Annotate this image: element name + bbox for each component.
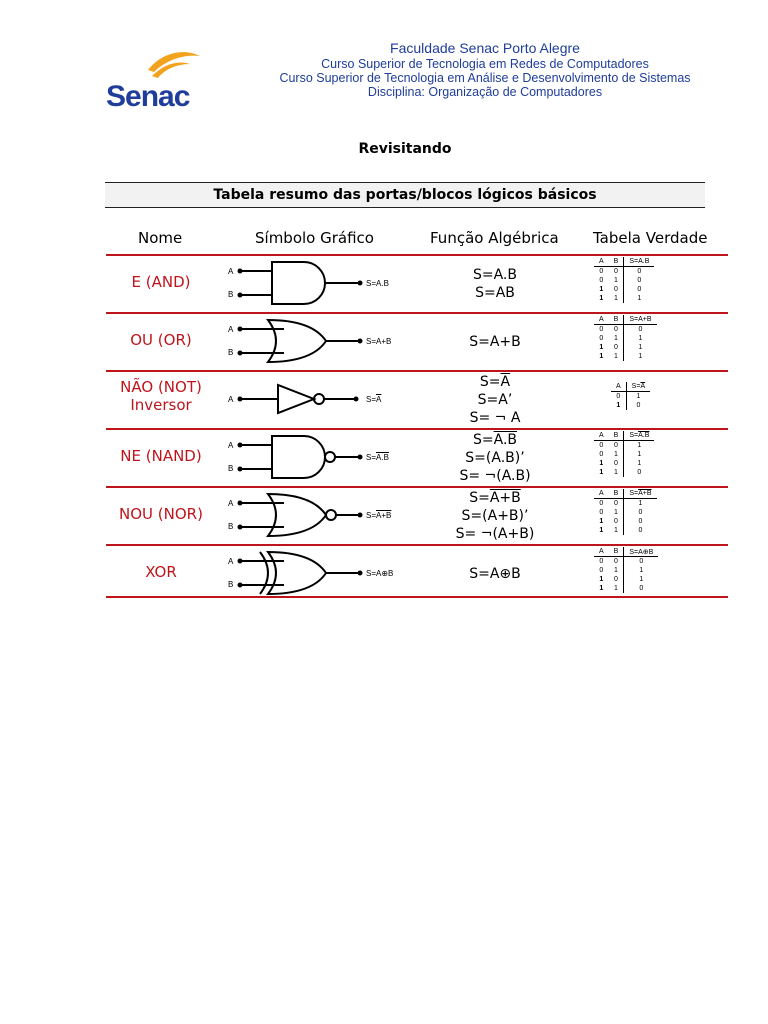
- truth-header-b: B: [613, 316, 619, 323]
- gate-algebraic-function: [440, 333, 550, 351]
- truth-table: [594, 489, 657, 535]
- truth-cell-a: 0: [599, 567, 604, 574]
- gate-name: [106, 331, 216, 349]
- row-divider: [106, 486, 728, 488]
- truth-cell-a: 0: [599, 451, 604, 458]
- gate-name: [106, 447, 216, 465]
- function-line: [440, 391, 550, 409]
- pin-a-label: A: [228, 499, 234, 508]
- truth-header-a: [611, 382, 626, 392]
- function-text: S= ¬(A.B): [459, 468, 531, 484]
- course-line-1: Curso Superior de Tecnologia em Redes de Computadores: [321, 57, 649, 71]
- function-text: S=: [479, 374, 501, 390]
- truth-header-b: B: [613, 490, 619, 497]
- gate-name-secondary: Inversor: [130, 396, 192, 414]
- truth-cell-output: 0: [638, 527, 643, 534]
- truth-header-b: [609, 315, 624, 325]
- truth-cell-b: 1: [609, 526, 624, 535]
- function-overline: A.B: [493, 432, 517, 448]
- truth-cell-output: 1: [638, 344, 643, 351]
- truth-row: [594, 294, 654, 303]
- function-text: S= ¬(A+B): [455, 526, 535, 542]
- truth-cell-b: 0: [609, 499, 624, 509]
- truth-row: [594, 468, 654, 477]
- truth-header-a: [594, 547, 609, 557]
- truth-row: [594, 575, 658, 584]
- truth-cell-b: 1: [609, 468, 624, 477]
- gate-name: [106, 505, 216, 523]
- truth-table: [594, 257, 654, 303]
- truth-cell-output: 0: [637, 268, 642, 275]
- truth-cell-output: 1: [638, 335, 643, 342]
- truth-cell-output: 0: [638, 326, 643, 333]
- truth-header-a: A: [616, 383, 621, 390]
- truth-cell-a: 1: [599, 585, 604, 592]
- senac-logo: [104, 46, 214, 112]
- truth-row: [594, 508, 657, 517]
- truth-row: [594, 343, 657, 352]
- truth-cell-output: 0: [637, 469, 642, 476]
- row-divider: [106, 370, 728, 372]
- truth-cell-output: 0: [637, 277, 642, 284]
- truth-cell-output: 0: [637, 286, 642, 293]
- truth-cell-b: 0: [609, 517, 624, 526]
- truth-row: [594, 267, 654, 277]
- truth-cell-a: 1: [599, 518, 604, 525]
- output-label-text: S=A.B: [366, 279, 389, 288]
- function-text: S=(A.B)’: [465, 450, 525, 466]
- section-title: Revisitando: [358, 141, 452, 157]
- column-header-truth-table: Tabela Verdade: [593, 229, 708, 247]
- row-divider: [106, 428, 728, 430]
- truth-cell-a: 0: [599, 442, 604, 449]
- truth-cell-b: 1: [609, 294, 624, 303]
- truth-header-b: [609, 257, 624, 267]
- function-line: [440, 373, 550, 391]
- truth-table: [594, 315, 657, 361]
- function-line: [440, 449, 550, 467]
- pin-b-label: B: [228, 522, 234, 531]
- truth-cell-output: 1: [637, 451, 642, 458]
- output-label-text: S=A⊕B: [366, 569, 394, 578]
- truth-cell-b: 1: [609, 450, 624, 459]
- truth-header-output: [624, 547, 658, 557]
- truth-header-output: [624, 257, 655, 267]
- truth-header-a: A: [599, 258, 604, 265]
- truth-cell-a: 1: [599, 469, 604, 476]
- truth-row: [594, 459, 654, 468]
- truth-cell-a: 1: [599, 286, 604, 293]
- truth-row: [594, 276, 654, 285]
- pin-a-label: A: [228, 325, 234, 334]
- truth-header-s: S=A.B: [629, 258, 650, 265]
- truth-header-s-overline: A.B: [638, 432, 650, 439]
- xor-gate-symbol: [222, 547, 372, 599]
- truth-cell-output: 1: [638, 353, 643, 360]
- column-header-name: Nome: [138, 229, 183, 247]
- truth-row: [594, 526, 657, 535]
- output-label-text: S=: [366, 511, 377, 520]
- truth-row: [594, 557, 658, 567]
- gate-output-label: [366, 569, 393, 578]
- pin-a-label: A: [228, 395, 234, 404]
- truth-row: [594, 566, 658, 575]
- truth-cell-output: 0: [638, 509, 643, 516]
- gate-algebraic-function: [440, 565, 550, 583]
- truth-cell-b: 1: [609, 352, 624, 361]
- truth-cell-b: 0: [609, 325, 624, 335]
- truth-cell-b: 0: [609, 441, 624, 451]
- truth-cell-a: 0: [599, 500, 604, 507]
- truth-header-s: S=: [631, 383, 641, 390]
- row-divider-bottom: [106, 596, 728, 598]
- function-line: [440, 467, 550, 485]
- discipline-line: Disciplina: Organização de Computadores: [367, 85, 603, 99]
- gate-output-label: [366, 395, 381, 404]
- truth-table: [611, 382, 650, 410]
- truth-row: [594, 325, 657, 335]
- institution-name: Faculdade Senac Porto Alegre: [390, 40, 580, 56]
- truth-row: [594, 584, 658, 593]
- truth-cell-output: 0: [638, 518, 643, 525]
- nand-gate: [222, 431, 372, 488]
- truth-cell-a: 0: [611, 392, 626, 402]
- gate-algebraic-function: [440, 373, 550, 427]
- function-text: S=: [472, 432, 494, 448]
- nor-gate-symbol: [222, 489, 372, 541]
- truth-cell-a: 0: [599, 558, 604, 565]
- truth-header-a: [594, 431, 609, 441]
- pin-b-label: B: [228, 464, 234, 473]
- truth-cell-output: 0: [639, 558, 644, 565]
- pin-b-label: B: [228, 348, 234, 357]
- truth-row: [594, 499, 657, 509]
- truth-cell-a: 0: [599, 326, 604, 333]
- truth-cell-a: 0: [599, 335, 604, 342]
- truth-cell-a: 1: [599, 527, 604, 534]
- truth-cell-b: 1: [609, 276, 624, 285]
- truth-table: [594, 431, 654, 477]
- truth-cell-output: 1: [636, 393, 641, 400]
- truth-cell-b: 0: [609, 557, 624, 567]
- output-label-overline: A+B: [376, 511, 392, 520]
- gate-output-label: [366, 279, 389, 288]
- truth-header-output: [626, 382, 650, 392]
- truth-cell-b: 0: [609, 459, 624, 468]
- function-line: [440, 266, 550, 284]
- nand-gate-symbol: [222, 431, 372, 483]
- truth-header-a: A: [599, 432, 604, 439]
- function-line: [440, 489, 550, 507]
- truth-cell-a: 1: [611, 401, 626, 410]
- gate-name: [106, 563, 216, 581]
- function-line: [440, 525, 550, 543]
- gate-output-label: [366, 453, 389, 462]
- truth-cell-output: 1: [637, 295, 642, 302]
- truth-row: [594, 352, 657, 361]
- truth-header-output: [624, 489, 657, 499]
- truth-header-b: [609, 431, 624, 441]
- truth-cell-output: 0: [639, 585, 644, 592]
- truth-row: [611, 392, 650, 402]
- truth-cell-a: 1: [599, 344, 604, 351]
- truth-cell-a: 0: [599, 509, 604, 516]
- gate-name-primary: XOR: [145, 563, 177, 581]
- truth-cell-output: 1: [637, 442, 642, 449]
- truth-cell-b: 0: [609, 343, 624, 352]
- function-line: [440, 507, 550, 525]
- function-line: [440, 409, 550, 427]
- and-gate: [222, 257, 372, 314]
- truth-cell-output: 1: [637, 460, 642, 467]
- function-text: S= ¬ A: [469, 410, 521, 426]
- truth-cell-output: 0: [636, 402, 641, 409]
- truth-header-a: A: [599, 548, 604, 555]
- truth-header-b: B: [613, 258, 619, 265]
- pin-a-label: A: [228, 557, 234, 566]
- truth-header-output: [624, 315, 657, 325]
- truth-header-b: B: [613, 548, 619, 555]
- gate-name: [106, 378, 216, 414]
- truth-row: [594, 285, 654, 294]
- row-divider: [106, 544, 728, 546]
- output-label-text: S=: [366, 395, 377, 404]
- truth-table: [594, 547, 658, 593]
- table-title: Tabela resumo das portas/blocos lógicos básicos: [105, 182, 705, 208]
- function-text: S=AB: [475, 285, 515, 301]
- function-line: [440, 333, 550, 351]
- function-text: S=A⊕B: [469, 566, 521, 582]
- truth-cell-b: 1: [609, 334, 624, 343]
- truth-header-b: [609, 547, 624, 557]
- truth-cell-a: 1: [599, 353, 604, 360]
- truth-header-s: S=: [629, 432, 639, 439]
- truth-row: [594, 450, 654, 459]
- truth-row: [611, 401, 650, 410]
- pin-b-label: B: [228, 290, 234, 299]
- truth-header-s-overline: A+B: [638, 490, 652, 497]
- truth-cell-output: 1: [638, 500, 643, 507]
- gate-algebraic-function: [440, 431, 550, 485]
- truth-cell-b: 0: [609, 285, 624, 294]
- truth-header-b: [609, 489, 624, 499]
- row-divider: [106, 312, 728, 314]
- gate-name-primary: OU (OR): [130, 331, 192, 349]
- output-label-text: S=A+B: [366, 337, 392, 346]
- truth-header-s: S=: [629, 490, 639, 497]
- gate-name-primary: NOU (NOR): [119, 505, 203, 523]
- not-gate-symbol: [222, 373, 372, 425]
- gate-name-primary: NE (NAND): [120, 447, 202, 465]
- truth-header-b: B: [613, 432, 619, 439]
- truth-cell-a: 1: [599, 576, 604, 583]
- function-overline: A+B: [489, 490, 521, 506]
- function-text: S=: [469, 490, 490, 506]
- function-line: [440, 284, 550, 302]
- and-gate-symbol: [222, 257, 372, 309]
- truth-header-a: A: [599, 490, 604, 497]
- output-label-overline: $\overline{A}$: [376, 395, 382, 404]
- truth-header-s-overline: $\overline{A}$: [640, 383, 646, 390]
- truth-cell-output: 1: [639, 567, 644, 574]
- function-text: S=A’: [477, 392, 513, 408]
- truth-header-a: [594, 257, 609, 267]
- column-header-symbol: Símbolo Gráfico: [255, 229, 374, 247]
- gate-output-label: [366, 511, 391, 520]
- function-line: [440, 431, 550, 449]
- truth-row: [594, 441, 654, 451]
- truth-row: [594, 517, 657, 526]
- truth-header-s: S=A+B: [629, 316, 652, 323]
- truth-header-s: S=A⊕B: [629, 548, 654, 556]
- function-overline: $\overline{A}$: [500, 374, 511, 390]
- gate-output-label: [366, 337, 391, 346]
- truth-cell-b: 0: [609, 267, 624, 277]
- truth-cell-b: 1: [609, 584, 624, 593]
- column-header-function: Função Algébrica: [430, 229, 559, 247]
- nor-gate: [222, 489, 372, 546]
- gate-name-primary: E (AND): [131, 273, 191, 291]
- svg-text:Senac: Senac: [106, 80, 190, 112]
- truth-cell-a: 1: [599, 295, 604, 302]
- truth-cell-a: 0: [599, 277, 604, 284]
- pin-b-label: B: [228, 580, 234, 589]
- not-gate: [222, 373, 372, 430]
- gate-algebraic-function: [440, 489, 550, 543]
- document-header: [250, 40, 720, 99]
- output-label-text: S=: [366, 453, 377, 462]
- function-text: S=A.B: [472, 267, 517, 283]
- truth-row: [594, 334, 657, 343]
- function-line: [440, 565, 550, 583]
- truth-header-a: A: [599, 316, 604, 323]
- truth-cell-output: 1: [639, 576, 644, 583]
- gate-name: [106, 273, 216, 291]
- function-text: S=(A+B)’: [461, 508, 529, 524]
- output-label-overline: A.B: [376, 453, 389, 462]
- pin-a-label: A: [228, 441, 234, 450]
- truth-cell-a: 0: [599, 268, 604, 275]
- gate-name-primary: NÃO (NOT): [120, 378, 202, 396]
- function-text: S=A+B: [469, 334, 521, 350]
- truth-header-output: [624, 431, 655, 441]
- truth-header-a: [594, 315, 609, 325]
- or-gate: [222, 315, 372, 372]
- row-divider: [106, 254, 728, 256]
- truth-cell-b: 1: [609, 566, 624, 575]
- truth-header-a: [594, 489, 609, 499]
- truth-cell-a: 1: [599, 460, 604, 467]
- course-line-2: Curso Superior de Tecnologia em Análise e Desenvolvimento de Sistemas: [279, 71, 691, 85]
- pin-a-label: A: [228, 267, 234, 276]
- gate-algebraic-function: [440, 266, 550, 302]
- truth-cell-b: 1: [609, 508, 624, 517]
- truth-cell-b: 0: [609, 575, 624, 584]
- or-gate-symbol: [222, 315, 372, 367]
